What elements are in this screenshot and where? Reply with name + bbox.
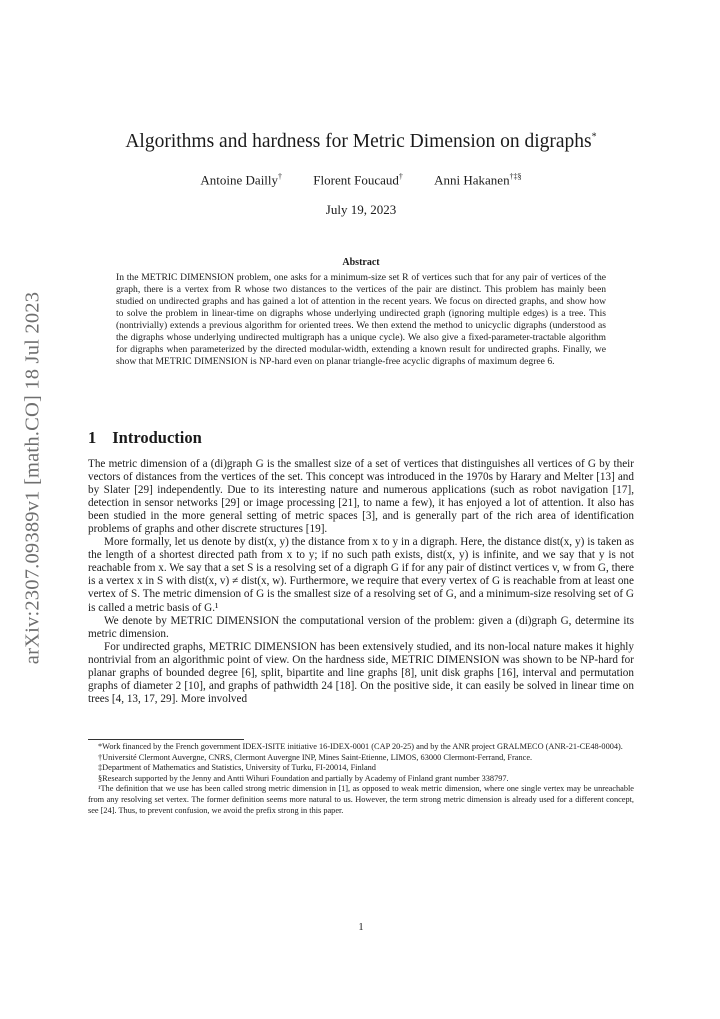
body-paragraph: The metric dimension of a (di)graph G is the smallest size of a set of vertices that distinguishes all vertices of G by their vectors of distances from the vertices of the set. This concept was introduced in the 1970s by Harary and Melter [13] and by Slater [29] independently. Due to its interesting nature and numerous applications (such as robot navigation [17], detection in sensor networks [29] or image processing [21], to name a few), it has enjoyed a lot of attention. It also has been studied in the more general setting of metric spaces [3], and is generally part of the rich area of identification problems of graphs and other discrete structures [19]. [88,458,634,536]
abstract-body: In the METRIC DIMENSION problem, one asks for a minimum-size set R of vertices such that for any pair of vertices of the graph, there is a vertex from R whose two distances to the vertices of the pair are distinct. This problem has mainly been studied on undirected graphs and has gained a lot of attention in the recent years. We focus on directed graphs, and show how to solve the problem in linear-time on digraphs whose underlying undirected graph (ignoring multiple edges) is a tree. This (nontrivially) extends a previous algorithm for oriented trees. We then extend the method to unicyclic digraphs (understood as the digraphs whose underlying undirected multigraph has a unique cycle). We also give a fixed-parameter-tractable algorithm for digraphs when parameterized by the directed modular-width, extending a known result for undirected graphs. Finally, we show that METRIC DIMENSION is NP-hard even on planar triangle-free acyclic digraphs of maximum degree 6. [116,272,606,368]
body-paragraph: For undirected graphs, METRIC DIMENSION has been extensively studied, and its non-local nature makes it highly nontrivial from an algorithmic point of view. On the hardness side, METRIC DIMENSION was shown to be NP-hard for planar graphs of bounded degree [6], split, bipartite and line graphs [8], unit disk graphs [16], interval and permutation graphs of diameter 2 [10], and graphs of pathwidth 24 [18]. On the positive side, it can easily be solved in linear time on trees [4, 13, 17, 29]. More involved [88,640,634,705]
section-title-text: Introduction [112,428,202,447]
footnote: *Work financed by the French government IDEX-ISITE initiative 16-IDEX-0001 (CAP 20-25) and by the ANR project GRALMECO (ANR-21-CE48-0004). [98,742,623,751]
paper-title [88,131,634,153]
paper-date: July 19, 2023 [325,202,397,217]
footnote: §Research supported by the Jenny and Antti Wihuri Foundation and partially by Academy of Finland grant number 338797. [98,773,509,783]
arxiv-identifier-text: arXiv:2307.09389v1 [math.CO] 18 Jul 2023 [21,291,44,665]
section-heading [88,428,202,448]
footnote: †Université Clermont Auvergne, CNRS, Clermont Auvergne INP, Mines Saint-Etienne, LIMOS, 63000 Clermont-Ferrand, France. [98,752,533,762]
paper-title-text: Algorithms and hardness for Metric Dimension on digraphs [125,131,592,152]
author: Anni Hakanen†‡§ [434,172,522,188]
author-list [88,172,634,188]
body-paragraph: More formally, let us denote by dist(x, y) the distance from x to y in a digraph. Here, the distance dist(x, y) is taken as the length of a shortest directed path from x to y; if no such path exists, dist(x, y) is infinite, and we say that y is not reachable from x. We say that a set S is a resolving set of a digraph G if for any pair of distinct vertices v, w from G, there is a vertex x in S with dist(x, v) ≠ dist(x, w). Furthermore, we require that every vertex of G is reachable from at least one vertex of S. The metric dimension of G is the smallest size of a resolving set of G, and a minimum-size resolving set of G is called a metric basis of G.¹ [88,536,634,614]
page-number: 1 [358,922,364,933]
author: Florent Foucaud† [313,172,403,188]
body-paragraph: We denote by METRIC DIMENSION the computational version of the problem: given a (di)graph G, determine its metric dimension. [88,614,634,640]
footnotes [88,742,634,816]
author: Antoine Dailly† [200,172,283,188]
footnote: ¹The definition that we use has been called strong metric dimension in [1], as opposed to weak metric dimension, where one single vertex may be unreachable from any resolving set vertex. The former definition seems more natural to us. However, the term strong metric dimension is already used for a different concept, see [24]. Thus, to prevent confusion, we avoid the prefix strong in this paper. [88,784,634,815]
arxiv-identifier-stamp [18,283,48,673]
title-footnote-mark: * [591,131,597,143]
abstract-heading: Abstract [342,257,380,268]
section-body [88,458,634,706]
section-number: 1 [88,428,97,447]
footnote-divider [88,739,244,740]
footnote: ‡Department of Mathematics and Statistics, University of Turku, FI-20014, Finland [98,763,376,773]
